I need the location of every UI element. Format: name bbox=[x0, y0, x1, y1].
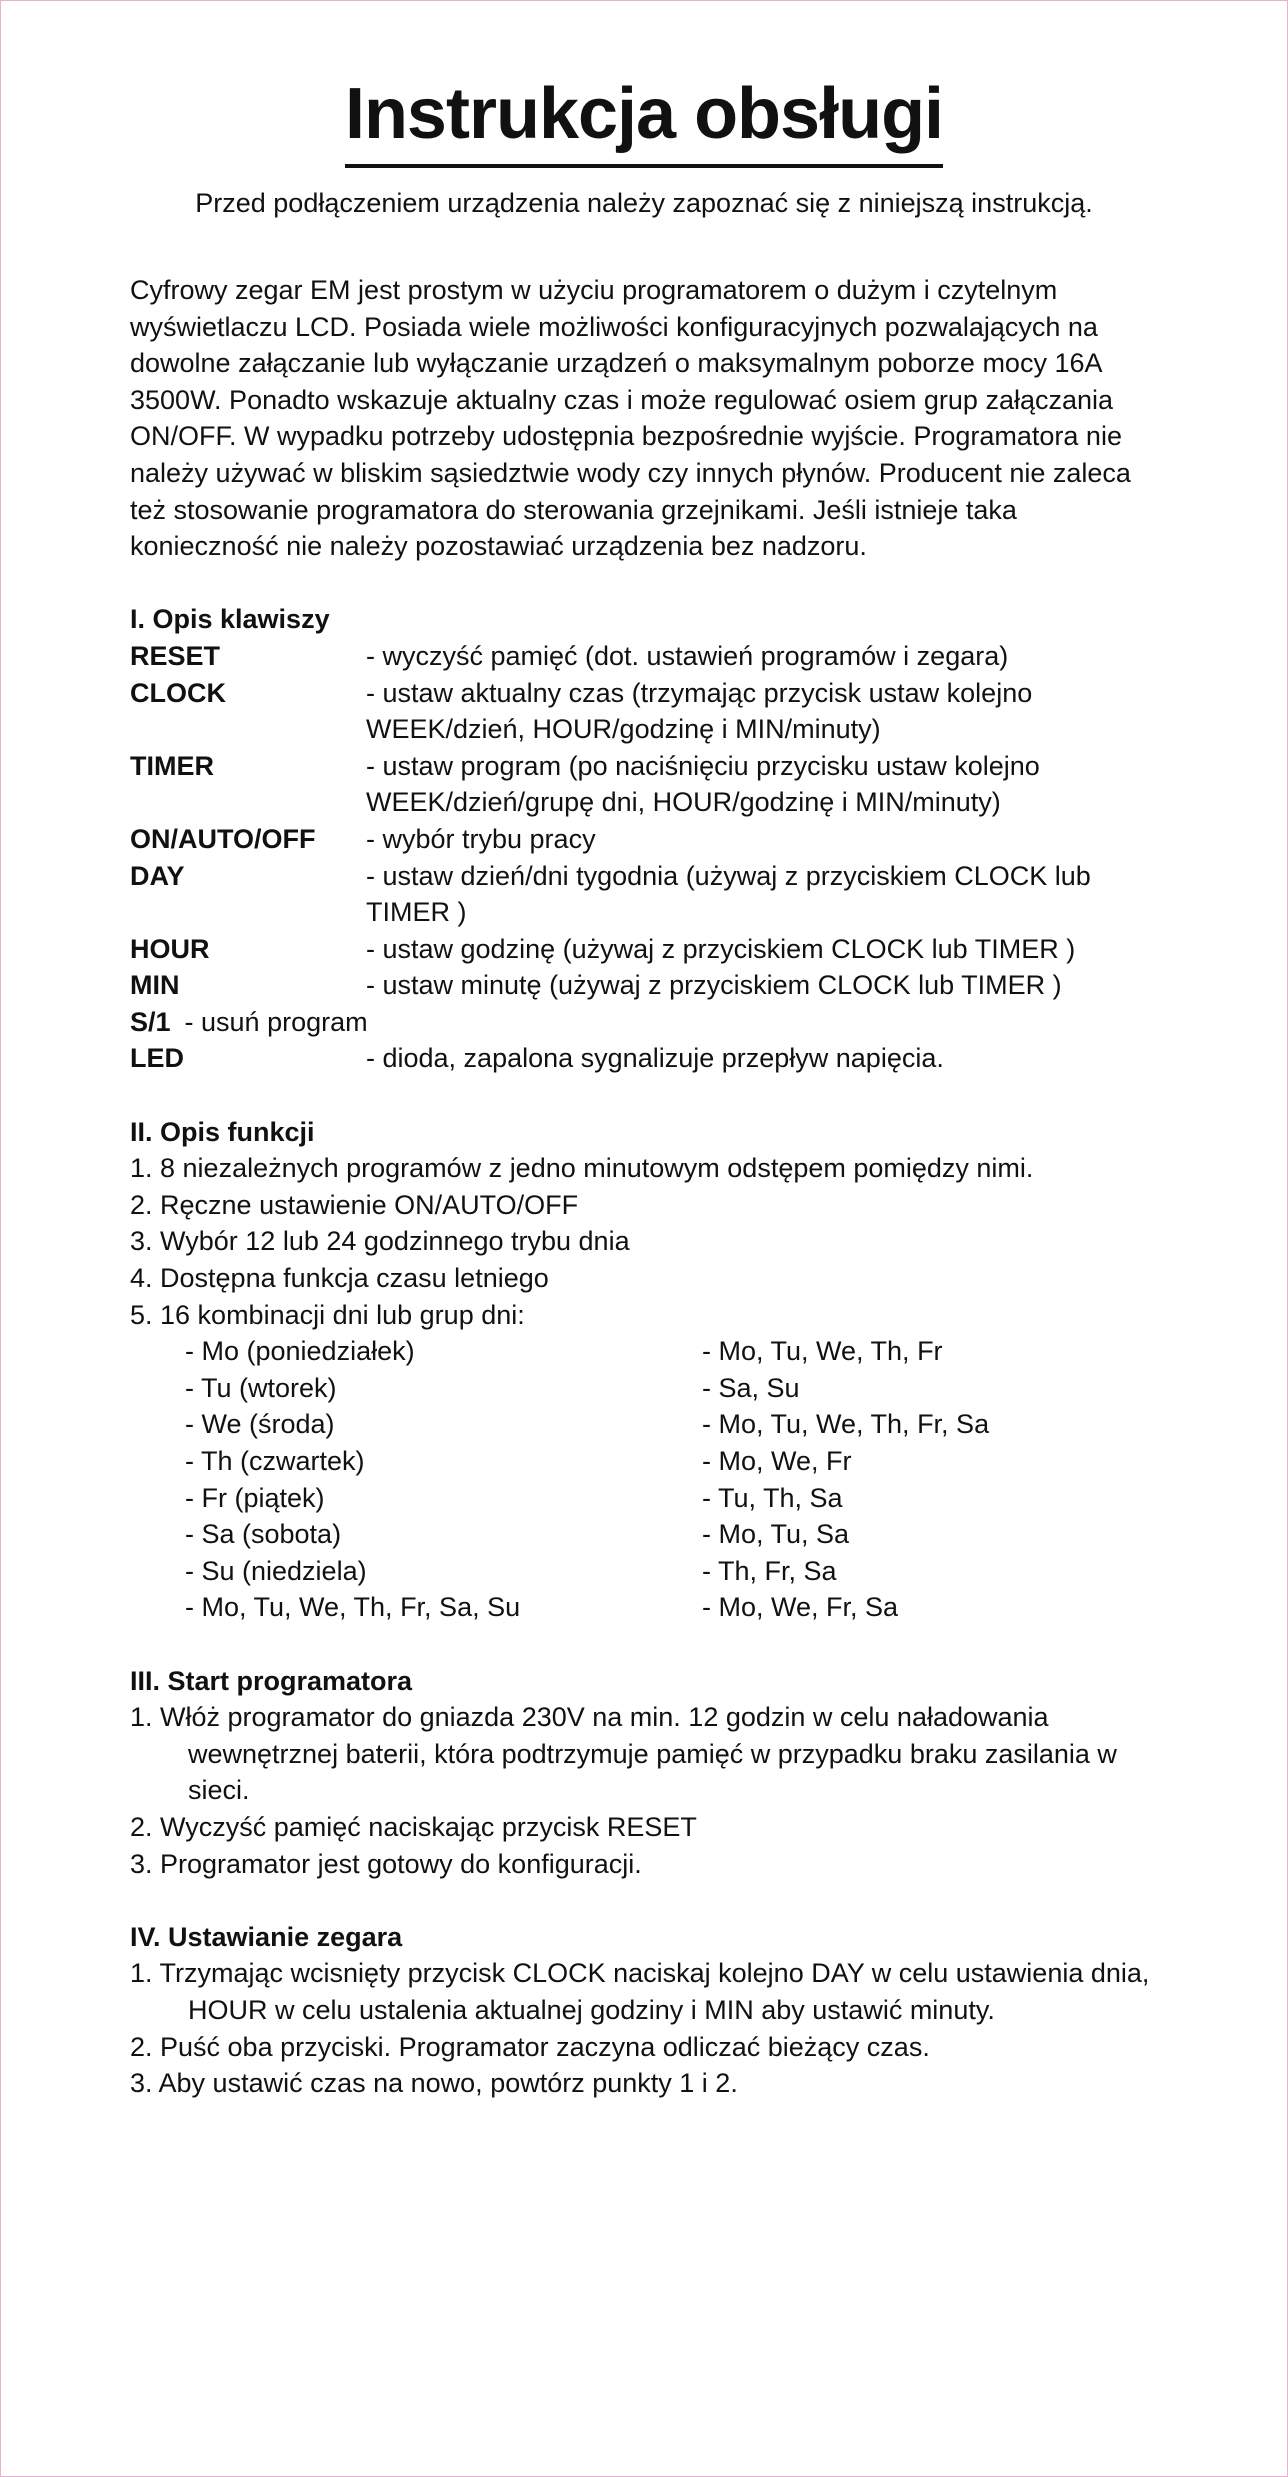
key-desc: - ustaw godzinę (używaj z przyciskiem CLOCK lub TIMER ) bbox=[366, 933, 1076, 964]
page-title: Instrukcja obsługi bbox=[345, 70, 943, 168]
day-combo-right: - Mo, We, Fr, Sa bbox=[702, 1592, 899, 1623]
subtitle: Przed podłączeniem urządzenia należy zapoznać się z niniejszą instrukcją. bbox=[195, 188, 1093, 218]
list-item: 4. Dostępna funkcja czasu letniego bbox=[130, 1263, 549, 1294]
key-desc: - wybór trybu pracy bbox=[366, 823, 596, 854]
list-item: 2. Ręczne ustawienie ON/AUTO/OFF bbox=[130, 1189, 579, 1220]
key-desc: - ustaw dzień/dni tygodnia (używaj z przyciskiem CLOCK lub TIMER ) bbox=[366, 860, 1091, 928]
start-list bbox=[130, 1699, 1170, 1882]
clock-list bbox=[130, 1955, 1170, 2101]
key-name: S/1 bbox=[130, 1006, 171, 1037]
key-desc: - wyczyść pamięć (dot. ustawień programów i zegara) bbox=[366, 640, 1009, 671]
key-name: HOUR bbox=[130, 933, 210, 964]
key-name: LED bbox=[130, 1043, 184, 1074]
day-combinations-grid bbox=[185, 1333, 1170, 1626]
day-combo-left: - Sa (sobota) bbox=[185, 1519, 342, 1550]
day-combo-left: - Fr (piątek) bbox=[185, 1482, 325, 1513]
document-body bbox=[130, 272, 1170, 2102]
day-combo-left: - Th (czwartek) bbox=[185, 1446, 365, 1476]
key-name: RESET bbox=[130, 640, 221, 671]
day-combo-right: - Tu, Th, Sa bbox=[702, 1482, 843, 1513]
day-combo-right: - Mo, Tu, We, Th, Fr, Sa bbox=[702, 1409, 990, 1440]
day-combo-right: - Mo, Tu, Sa bbox=[702, 1519, 850, 1550]
key-desc: - ustaw minutę (używaj z przyciskiem CLOCK lub TIMER ) bbox=[366, 970, 1062, 1001]
clock-heading: IV. Ustawianie zegara bbox=[130, 1921, 403, 1952]
functions-list bbox=[130, 1150, 1170, 1333]
day-combo-right: - Sa, Su bbox=[702, 1372, 800, 1403]
key-name: MIN bbox=[130, 970, 180, 1001]
list-item: 3. Wybór 12 lub 24 godzinnego trybu dnia bbox=[130, 1226, 630, 1257]
day-combo-right: - Th, Fr, Sa bbox=[702, 1555, 837, 1586]
keys-section bbox=[130, 601, 1170, 1077]
clock-section bbox=[130, 1919, 1170, 2102]
start-section bbox=[130, 1663, 1170, 1883]
day-combo-left: - Su (niedziela) bbox=[185, 1555, 367, 1586]
key-desc: - dioda, zapalona sygnalizuje przepływ napięcia. bbox=[366, 1043, 944, 1074]
key-name: CLOCK bbox=[130, 677, 226, 708]
key-row-min bbox=[130, 967, 1170, 1004]
list-item: 2. Wyczyść pamięć naciskając przycisk RESET bbox=[130, 1811, 697, 1842]
key-desc: - usuń program bbox=[184, 1006, 368, 1037]
key-row-led bbox=[130, 1040, 1170, 1077]
start-heading: III. Start programatora bbox=[130, 1665, 413, 1696]
key-name: TIMER bbox=[130, 750, 214, 781]
intro-paragraph: Cyfrowy zegar EM jest prostym w użyciu programatorem o dużym i czytelnym wyświetlaczu LCD. Posiada wiele możliwości konfiguracyjnych pozwalających na dowolne załączanie lub wyłączanie urządzeń o maksymalnym poborze mocy 16A 3500W. Ponadto wskazuje aktualny czas i może regulować osiem grup załączania ON/OFF. W wypadku potrzeby udostępnia bezpośrednie wyjście. Programatora nie należy używać w bliskim sąsiedztwie wody czy innych płynów. Producent nie zaleca też stosowanie programatora do sterowania grzejnikami. Jeśli istnieje taka konieczność nie należy pozostawiać urządzenia bez nadzoru. bbox=[130, 275, 1131, 562]
functions-section bbox=[130, 1114, 1170, 1626]
key-row-s1 bbox=[130, 1004, 1170, 1041]
keys-heading: I. Opis klawiszy bbox=[130, 604, 330, 635]
key-name: DAY bbox=[130, 860, 185, 891]
day-combo-right: - Mo, Tu, We, Th, Fr bbox=[702, 1336, 943, 1367]
day-combo-left: - Tu (wtorek) bbox=[185, 1372, 337, 1403]
key-row-day bbox=[130, 858, 1170, 931]
key-desc: - ustaw program (po naciśnięciu przycisku ustaw kolejno WEEK/dzień/grupę dni, HOUR/godzinę i MIN/minuty) bbox=[366, 750, 1040, 818]
functions-heading: II. Opis funkcji bbox=[130, 1116, 315, 1147]
list-item: 1. Trzymając wcisnięty przycisk CLOCK naciskaj kolejno DAY w celu ustawienia dnia, HOUR w celu ustalenia aktualnej godziny i MIN aby ustawić minuty. bbox=[130, 1958, 1150, 2025]
list-item: 3. Aby ustawić czas na nowo, powtórz punkty 1 i 2. bbox=[130, 2068, 738, 2099]
list-item: 5. 16 kombinacji dni lub grup dni: bbox=[130, 1299, 525, 1330]
list-item: 1. 8 niezależnych programów z jedno minutowym odstępem pomiędzy nimi. bbox=[130, 1153, 1034, 1184]
key-row-hour bbox=[130, 931, 1170, 968]
list-item: 1. Włóż programator do gniazda 230V na min. 12 godzin w celu naładowania wewnętrznej baterii, która podtrzymuje pamięć w przypadku braku zasilania w sieci. bbox=[130, 1702, 1117, 1806]
key-row-clock bbox=[130, 675, 1170, 748]
key-desc: - ustaw aktualny czas (trzymając przycisk ustaw kolejno WEEK/dzień, HOUR/godzinę i MIN/minuty) bbox=[366, 677, 1033, 745]
day-combo-right: - Mo, We, Fr bbox=[702, 1446, 852, 1476]
title-wrap bbox=[0, 70, 1288, 168]
day-combo-left: - Mo (poniedziałek) bbox=[185, 1336, 415, 1367]
day-combo-left: - We (środa) bbox=[185, 1409, 335, 1440]
key-name: ON/AUTO/OFF bbox=[130, 823, 316, 854]
key-row-timer bbox=[130, 748, 1170, 821]
list-item: 2. Puść oba przyciski. Programator zaczyna odliczać bieżący czas. bbox=[130, 2031, 930, 2062]
key-row-reset bbox=[130, 638, 1170, 675]
key-row-on-auto-off bbox=[130, 821, 1170, 858]
list-item: 3. Programator jest gotowy do konfiguracji. bbox=[130, 1848, 642, 1879]
day-combo-left: - Mo, Tu, We, Th, Fr, Sa, Su bbox=[185, 1592, 521, 1623]
